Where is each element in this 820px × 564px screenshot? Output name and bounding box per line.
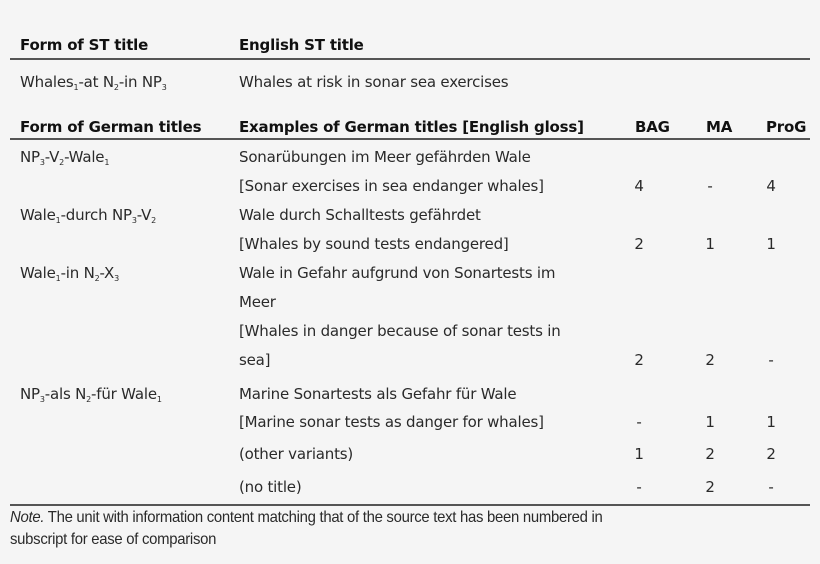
ma-value-row-3: 2	[705, 351, 715, 369]
prog-value-row-3: -	[768, 351, 774, 369]
prog-value-row-2: 1	[766, 235, 776, 253]
header-ma: MA	[706, 118, 733, 136]
note-text-line-2: subscript for ease of comparison	[10, 531, 217, 548]
st-form-cell: Whales$_1$-at $N_2-in$ $NP_3$	[20, 73, 167, 92]
form-cell-row-4: $NP_3$-als $N_2$-für Wale$_1$	[20, 385, 162, 404]
ma-value-row-4: 1	[705, 413, 715, 431]
table-bottom-rule	[10, 504, 810, 506]
form-cell-row-3: Wale$_1$-in $N_2-X_3$	[20, 264, 119, 283]
other-variants-label: (other variants)	[239, 445, 354, 463]
header-examples-german-titles: Examples of German titles [English gloss]	[239, 118, 584, 136]
prog-value-no-title: -	[768, 478, 774, 496]
st-english-cell: Whales at risk in sonar sea exercises	[239, 73, 509, 91]
bag-value-no-title: -	[636, 478, 642, 496]
bag-value-other-variants: 1	[634, 445, 644, 463]
english-gloss-row-4: [Marine sonar tests as danger for whales]	[239, 413, 544, 431]
header-prog: ProG	[766, 118, 807, 136]
form-cell-row-2: Wale$_1$-durch $NP_3-V_2$	[20, 206, 157, 225]
ma-value-row-1: -	[707, 177, 713, 195]
english-gloss-row-1: [Sonar exercises in sea endanger whales]	[239, 177, 544, 195]
ma-value-row-2: 1	[705, 235, 715, 253]
german-title-row-3-line-1: Wale in Gefahr aufgrund von Sonartests im	[239, 264, 556, 282]
german-title-row-3-line-2: Meer	[239, 293, 276, 311]
english-gloss-row-3-line-1: [Whales in danger because of sonar tests in	[239, 322, 561, 340]
header-form-german-titles: Form of German titles	[20, 118, 202, 136]
prog-value-other-variants: 2	[766, 445, 776, 463]
german-title-row-1: Sonarübungen im Meer gefährden Wale	[239, 148, 531, 166]
english-gloss-row-3-line-2: sea]	[239, 351, 271, 369]
form-cell-row-1: $NP_3-V_2-Wale_1$	[20, 148, 110, 167]
bag-value-row-4: -	[636, 413, 642, 431]
prog-value-row-4: 1	[766, 413, 776, 431]
header-form-st-title: Form of ST title	[20, 36, 149, 54]
note-label: Note.	[10, 509, 45, 526]
header-bag: BAG	[635, 118, 670, 136]
header-english-st-title: English ST title	[239, 36, 364, 54]
no-title-label: (no title)	[239, 478, 302, 496]
ma-value-no-title: 2	[705, 478, 715, 496]
bag-value-row-3: 2	[634, 351, 644, 369]
prog-value-row-1: 4	[766, 177, 776, 195]
header-rule-top	[10, 58, 810, 60]
note-text: The unit with information content matching that of the source text has been numbered in	[44, 509, 603, 526]
header-rule-german	[10, 138, 810, 140]
ma-value-other-variants: 2	[705, 445, 715, 463]
bag-value-row-1: 4	[634, 177, 644, 195]
bag-value-row-2: 2	[634, 235, 644, 253]
german-title-row-2: Wale durch Schalltests gefährdet	[239, 206, 481, 224]
german-title-row-4: Marine Sonartests als Gefahr für Wale	[239, 385, 517, 403]
table-note	[10, 507, 810, 551]
english-gloss-row-2: [Whales by sound tests endangered]	[239, 235, 509, 253]
